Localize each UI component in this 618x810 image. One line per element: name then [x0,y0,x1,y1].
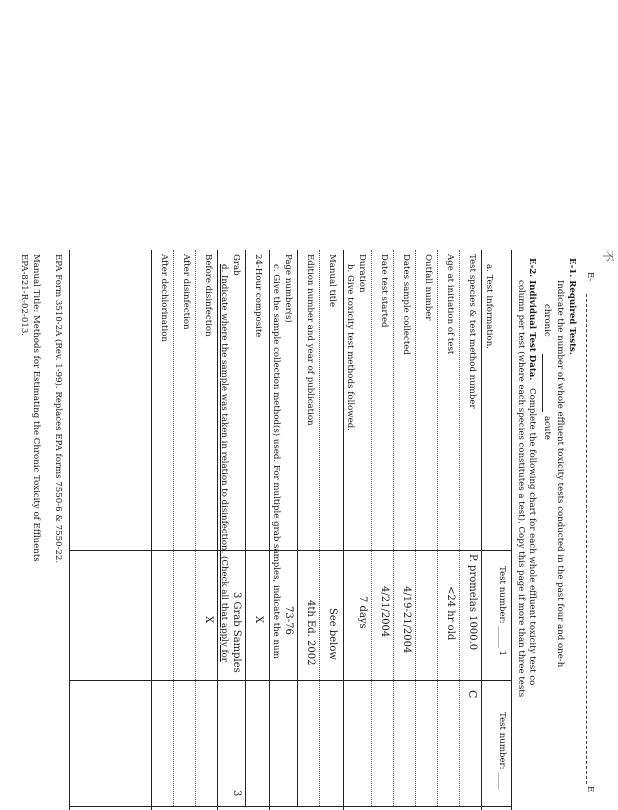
e1-chronic-blank [542,354,543,412]
margin-mark: 不 [601,250,615,263]
row-value-duration: 7 days [357,596,368,629]
header-rule [586,294,587,784]
row-label-page-numbers: Page number(s) [283,254,293,323]
row-rule [393,250,394,806]
row-value-dates-collected: 4/19-21/2004 [401,586,412,654]
e2-line2: column per test (where each species constitutes a test). Copy this page if more than three tests [516,280,526,698]
row-value-before-disinfection: X [203,616,214,624]
part-d-rule [217,250,218,810]
part-b-heading: b. Give toxicity test methods followed. [345,264,355,431]
row-rule [245,250,246,806]
line-code: E- [585,272,595,282]
row-value-manual-title: See below [327,608,338,660]
table-top-rule [511,250,512,810]
part-a-heading: a. Test information. [484,264,494,349]
row-label-manual-title: Manual title [327,254,337,308]
row-value-page-numbers: 73-76 [283,606,294,635]
row-rule [459,250,460,806]
row-label-before-disinfection: Before disinfection [203,254,213,337]
row-value-test-species-test2: C [466,690,479,699]
rotated-form-page [0,250,618,810]
row-value-grab-test2: 3 [231,790,242,797]
row-rule [319,250,320,806]
table-bottom-rule [69,250,70,810]
line-letter-right: E [585,786,595,793]
row-value-composite: X [253,616,264,624]
e2-line1: Complete the following chart for each whole effluent toxicity test co [527,388,537,686]
row-label-grab: Grab [231,254,241,276]
row-value-date-started: 4/21/2004 [379,586,390,638]
row-label-age: Age at initiation of test [445,254,455,355]
row-rule [437,250,438,806]
row-label-dates-collected: Dates sample collected [401,254,411,355]
row-rule [173,250,174,806]
part-a-rule [481,250,482,810]
column-divider-1 [70,550,512,551]
row-value-age: <24 hr old [445,586,456,641]
e1-instruction: Indicate the number of whole effluent toxicity tests conducted in the past four and one-h [555,280,565,668]
row-label-outfall: Outfall number [423,254,433,321]
row-value-edition: 4th Ed. 2002 [305,600,316,666]
part-c-rule [269,250,270,810]
row-label-date-started: Date test started [379,254,389,328]
part-d-heading: d. Indicate where the sample was taken in relation to disinfection. (Check all that apply for [219,264,229,662]
row-rule [195,250,196,806]
test-number-1: Test number: _____ 1 [497,566,507,656]
test-number-2: Test number: ____ [497,712,507,790]
column-divider-2 [70,680,512,681]
row-rule [297,250,298,806]
row-rule [415,250,416,806]
row-label-duration: Duration [357,254,367,293]
column-divider-3 [70,806,512,807]
e1-acute-label: acute [542,416,552,441]
manual-title-line1: Manual Title: Methods for Estimating the Chronic Toxicity of Effluents [31,254,41,562]
row-label-after-disinfection: After disinfection [181,254,191,330]
row-label-composite: 24-Hour composite [253,254,263,338]
row-label-edition: Edition number and year of publication [305,254,315,426]
part-c-heading: c. Give the sample collection method(s) used. For multiple grab samples, indicate the num [271,264,281,659]
e1-chronic-label: chronic [542,304,552,337]
row-rule [151,250,152,810]
row-label-after-dechlorination: After dechlorination [159,254,169,342]
row-label-test-species: Test species & test method number [467,254,477,409]
row-value-grab: 3 Grab Samples [231,592,242,673]
manual-title-line2: EPA-821-R-02-013. [19,254,29,337]
part-b-rule [343,250,344,810]
form-number: EPA Form 3510-2A (Rev. 1-99). Replaces EPA forms 7550-6 & 7550-22. [53,254,63,564]
row-value-test-species: P. promelas 1000.0 [467,554,478,651]
e1-heading: E-1. Required Tests. [567,258,577,355]
e2-heading: E-2. Individual Test Data. [527,258,537,381]
row-rule [371,250,372,806]
